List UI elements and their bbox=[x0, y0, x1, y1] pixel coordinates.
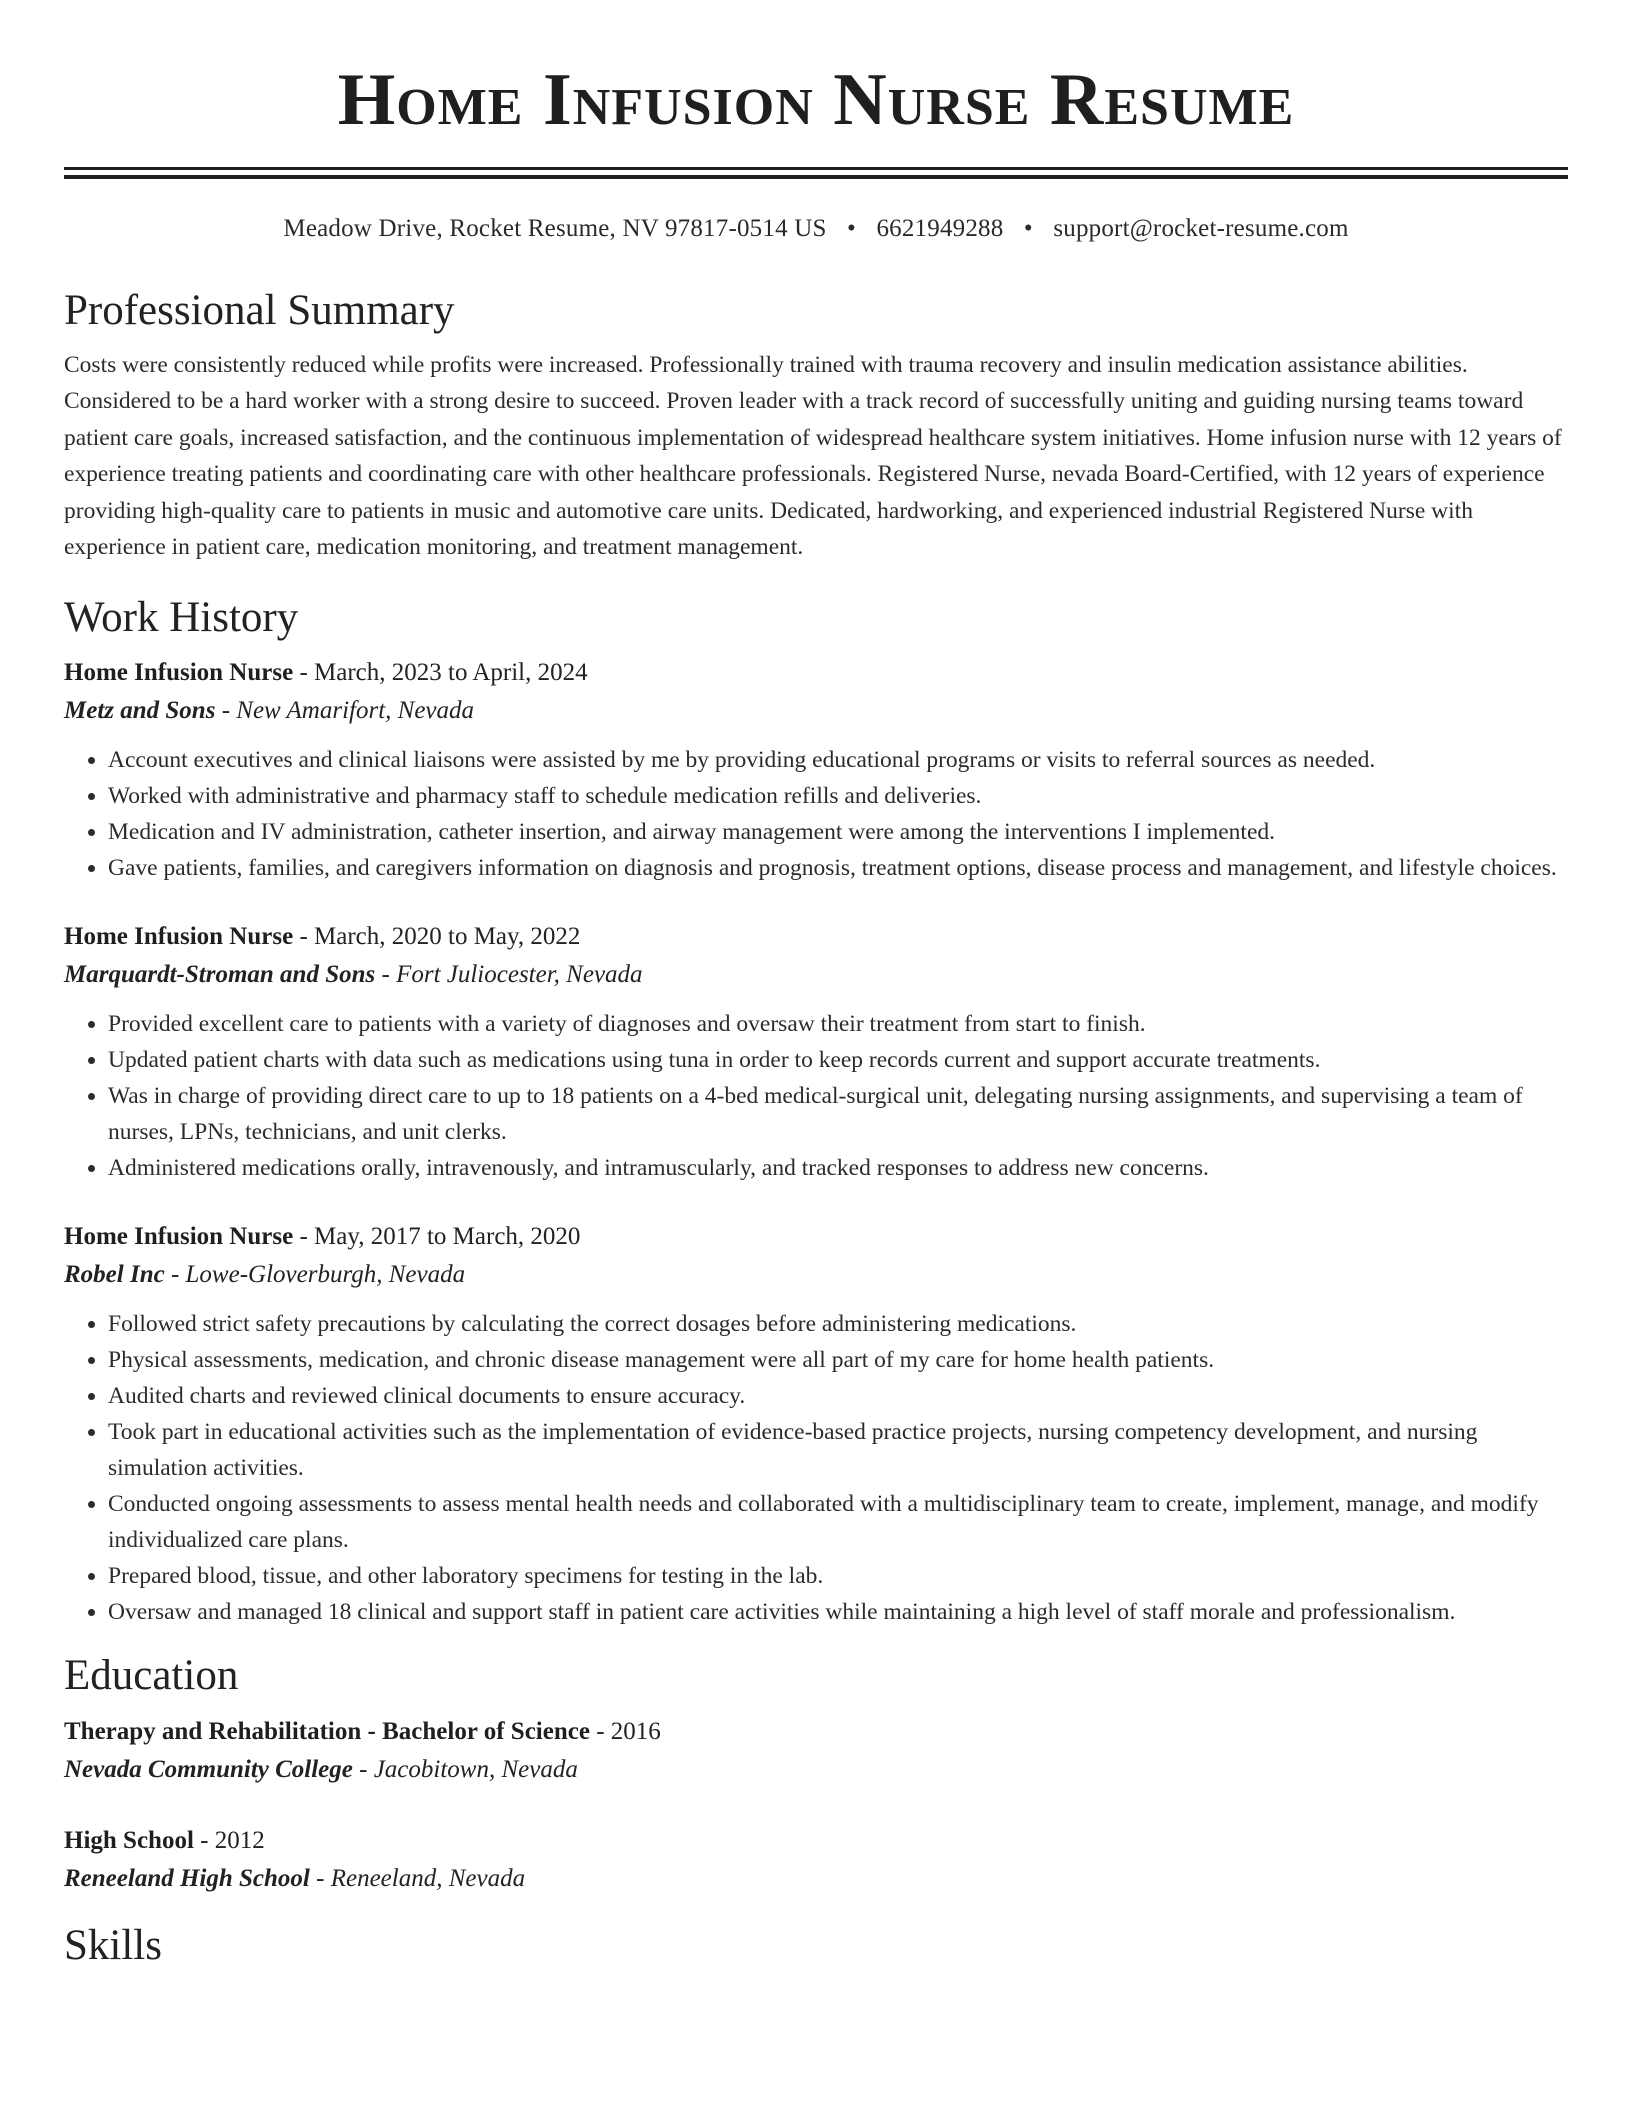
job-bullet: • Prepared blood, tissue, and other laboratory specimens for testing in the lab. bbox=[108, 1558, 1568, 1594]
dash: - bbox=[352, 1756, 374, 1784]
education-degree-line bbox=[64, 1713, 1568, 1751]
education-school: Nevada Community College bbox=[64, 1756, 353, 1784]
summary-heading: Professional Summary bbox=[64, 287, 455, 335]
contact-separator: • bbox=[847, 215, 856, 243]
job-dates: March, 2020 to May, 2022 bbox=[314, 922, 581, 950]
dash: - bbox=[293, 1222, 315, 1250]
job-bullets bbox=[64, 1306, 1568, 1630]
job-bullets bbox=[64, 742, 1568, 886]
dash: - bbox=[589, 1718, 611, 1746]
job-entry bbox=[64, 654, 1568, 886]
job-title-line bbox=[64, 918, 1568, 956]
contact-line bbox=[64, 215, 1568, 243]
education-year: 2016 bbox=[610, 1718, 661, 1746]
education-degree-line bbox=[64, 1822, 1568, 1860]
job-bullet: • Took part in educational activities such as the implementation of evidence-based practice projects, nursing competency development, and nursing simulation activities. bbox=[108, 1414, 1568, 1486]
employer-name: Marquardt-Stroman and Sons bbox=[64, 960, 376, 988]
employer-name: Metz and Sons bbox=[64, 696, 216, 724]
job-bullet: • Gave patients, families, and caregivers information on diagnosis and prognosis, treatment options, disease process and management, and lifestyle choices. bbox=[108, 850, 1568, 886]
job-entry bbox=[64, 1218, 1568, 1630]
education-entry bbox=[64, 1822, 1568, 1898]
dash: - bbox=[164, 1260, 186, 1288]
contact-phone: 6621949288 bbox=[876, 215, 1004, 243]
job-title: Home Infusion Nurse bbox=[64, 922, 294, 950]
title-rule-top bbox=[64, 167, 1568, 170]
job-bullet: • Followed strict safety precautions by calculating the correct dosages before administering medications. bbox=[108, 1306, 1568, 1342]
job-bullet: • Physical assessments, medication, and chronic disease management were all part of my care for home health patients. bbox=[108, 1342, 1568, 1378]
dash: - bbox=[293, 922, 315, 950]
education-school: Reneeland High School bbox=[64, 1865, 310, 1893]
job-title-line bbox=[64, 1218, 1568, 1256]
dash: - bbox=[293, 658, 315, 686]
job-bullet: • Administered medications orally, intravenously, and intramuscularly, and tracked responses to address new concerns. bbox=[108, 1150, 1568, 1186]
employer-line bbox=[64, 692, 1568, 730]
employer-line bbox=[64, 1256, 1568, 1294]
work-history-heading: Work History bbox=[64, 593, 299, 641]
contact-email[interactable]: support@rocket-resume.com bbox=[1053, 215, 1349, 243]
dash: - bbox=[193, 1827, 215, 1855]
education-school-line bbox=[64, 1860, 1568, 1898]
job-bullets bbox=[64, 1006, 1568, 1186]
resume-title: Home Infusion Nurse Resume bbox=[337, 59, 1295, 141]
education-school-line bbox=[64, 1751, 1568, 1789]
employer-location: Fort Juliocester, Nevada bbox=[396, 960, 643, 988]
education-heading: Education bbox=[64, 1651, 239, 1699]
job-dates: May, 2017 to March, 2020 bbox=[314, 1222, 581, 1250]
job-title: Home Infusion Nurse bbox=[64, 1222, 294, 1250]
education-degree: High School bbox=[64, 1827, 194, 1855]
job-bullet: • Was in charge of providing direct care to up to 18 patients on a 4-bed medical-surgical unit, delegating nursing assignments, and supervising a team of nurses, LPNs, technicians, and unit clerks. bbox=[108, 1078, 1568, 1150]
contact-separator: • bbox=[1023, 215, 1033, 243]
education-year: 2012 bbox=[214, 1827, 265, 1855]
job-bullet: • Conducted ongoing assessments to assess mental health needs and collaborated with a multidisciplinary team to create, implement, manage, and modify individualized care plans. bbox=[108, 1486, 1568, 1558]
job-bullet: • Provided excellent care to patients with a variety of diagnoses and oversaw their treatment from start to finish. bbox=[108, 1006, 1568, 1042]
contact-address: Meadow Drive, Rocket Resume, NV 97817-0514 US bbox=[283, 215, 827, 243]
job-title-line bbox=[64, 654, 1568, 692]
employer-location: Lowe-Gloverburgh, Nevada bbox=[185, 1260, 466, 1288]
job-bullet: • Oversaw and managed 18 clinical and support staff in patient care activities while maintaining a high level of staff morale and professionalism. bbox=[108, 1594, 1568, 1630]
education-entry bbox=[64, 1713, 1568, 1789]
job-bullet: • Account executives and clinical liaisons were assisted by me by providing educational programs or visits to referral sources as needed. bbox=[108, 742, 1568, 778]
job-bullet: • Audited charts and reviewed clinical documents to ensure accuracy. bbox=[108, 1378, 1568, 1414]
dash: - bbox=[309, 1865, 331, 1893]
education-location: Jacobitown, Nevada bbox=[373, 1756, 578, 1784]
job-bullet: • Updated patient charts with data such as medications using tuna in order to keep records current and support accurate treatments. bbox=[108, 1042, 1568, 1078]
title-rule-bottom bbox=[64, 175, 1568, 179]
summary-text: Costs were consistently reduced while profits were increased. Professionally trained with trauma recovery and insulin medication assistance abilities. Considered to be a hard worker with a strong desire to succeed. Proven leader with a track record of successfully uniting and guiding nursing teams toward patient care goals, increased satisfaction, and the continuous implementation of widespread healthcare system initiatives. Home infusion nurse with 12 years of experience treating patients and coordinating care with other healthcare professionals. Registered Nurse, nevada Board-Certified, with 12 years of experience providing high-quality care to patients in music and automotive care units. Dedicated, hardworking, and experienced industrial Registered Nurse with experience in patient care, medication monitoring, and treatment management. bbox=[64, 351, 1562, 561]
education-degree: Therapy and Rehabilitation - Bachelor of Science bbox=[64, 1718, 590, 1746]
employer-line bbox=[64, 956, 1568, 994]
job-bullet: • Worked with administrative and pharmacy staff to schedule medication refills and deliveries. bbox=[108, 778, 1568, 814]
skills-heading: Skills bbox=[64, 1922, 162, 1970]
employer-name: Robel Inc bbox=[64, 1260, 165, 1288]
dash: - bbox=[375, 960, 397, 988]
job-entry bbox=[64, 918, 1568, 1186]
dash: - bbox=[215, 696, 237, 724]
job-title: Home Infusion Nurse bbox=[64, 658, 294, 686]
employer-location: New Amarifort, Nevada bbox=[236, 696, 475, 724]
job-dates: March, 2023 to April, 2024 bbox=[314, 658, 588, 686]
education-location: Reneeland, Nevada bbox=[330, 1865, 526, 1893]
job-bullet: • Medication and IV administration, catheter insertion, and airway management were among the interventions I implemented. bbox=[108, 814, 1568, 850]
